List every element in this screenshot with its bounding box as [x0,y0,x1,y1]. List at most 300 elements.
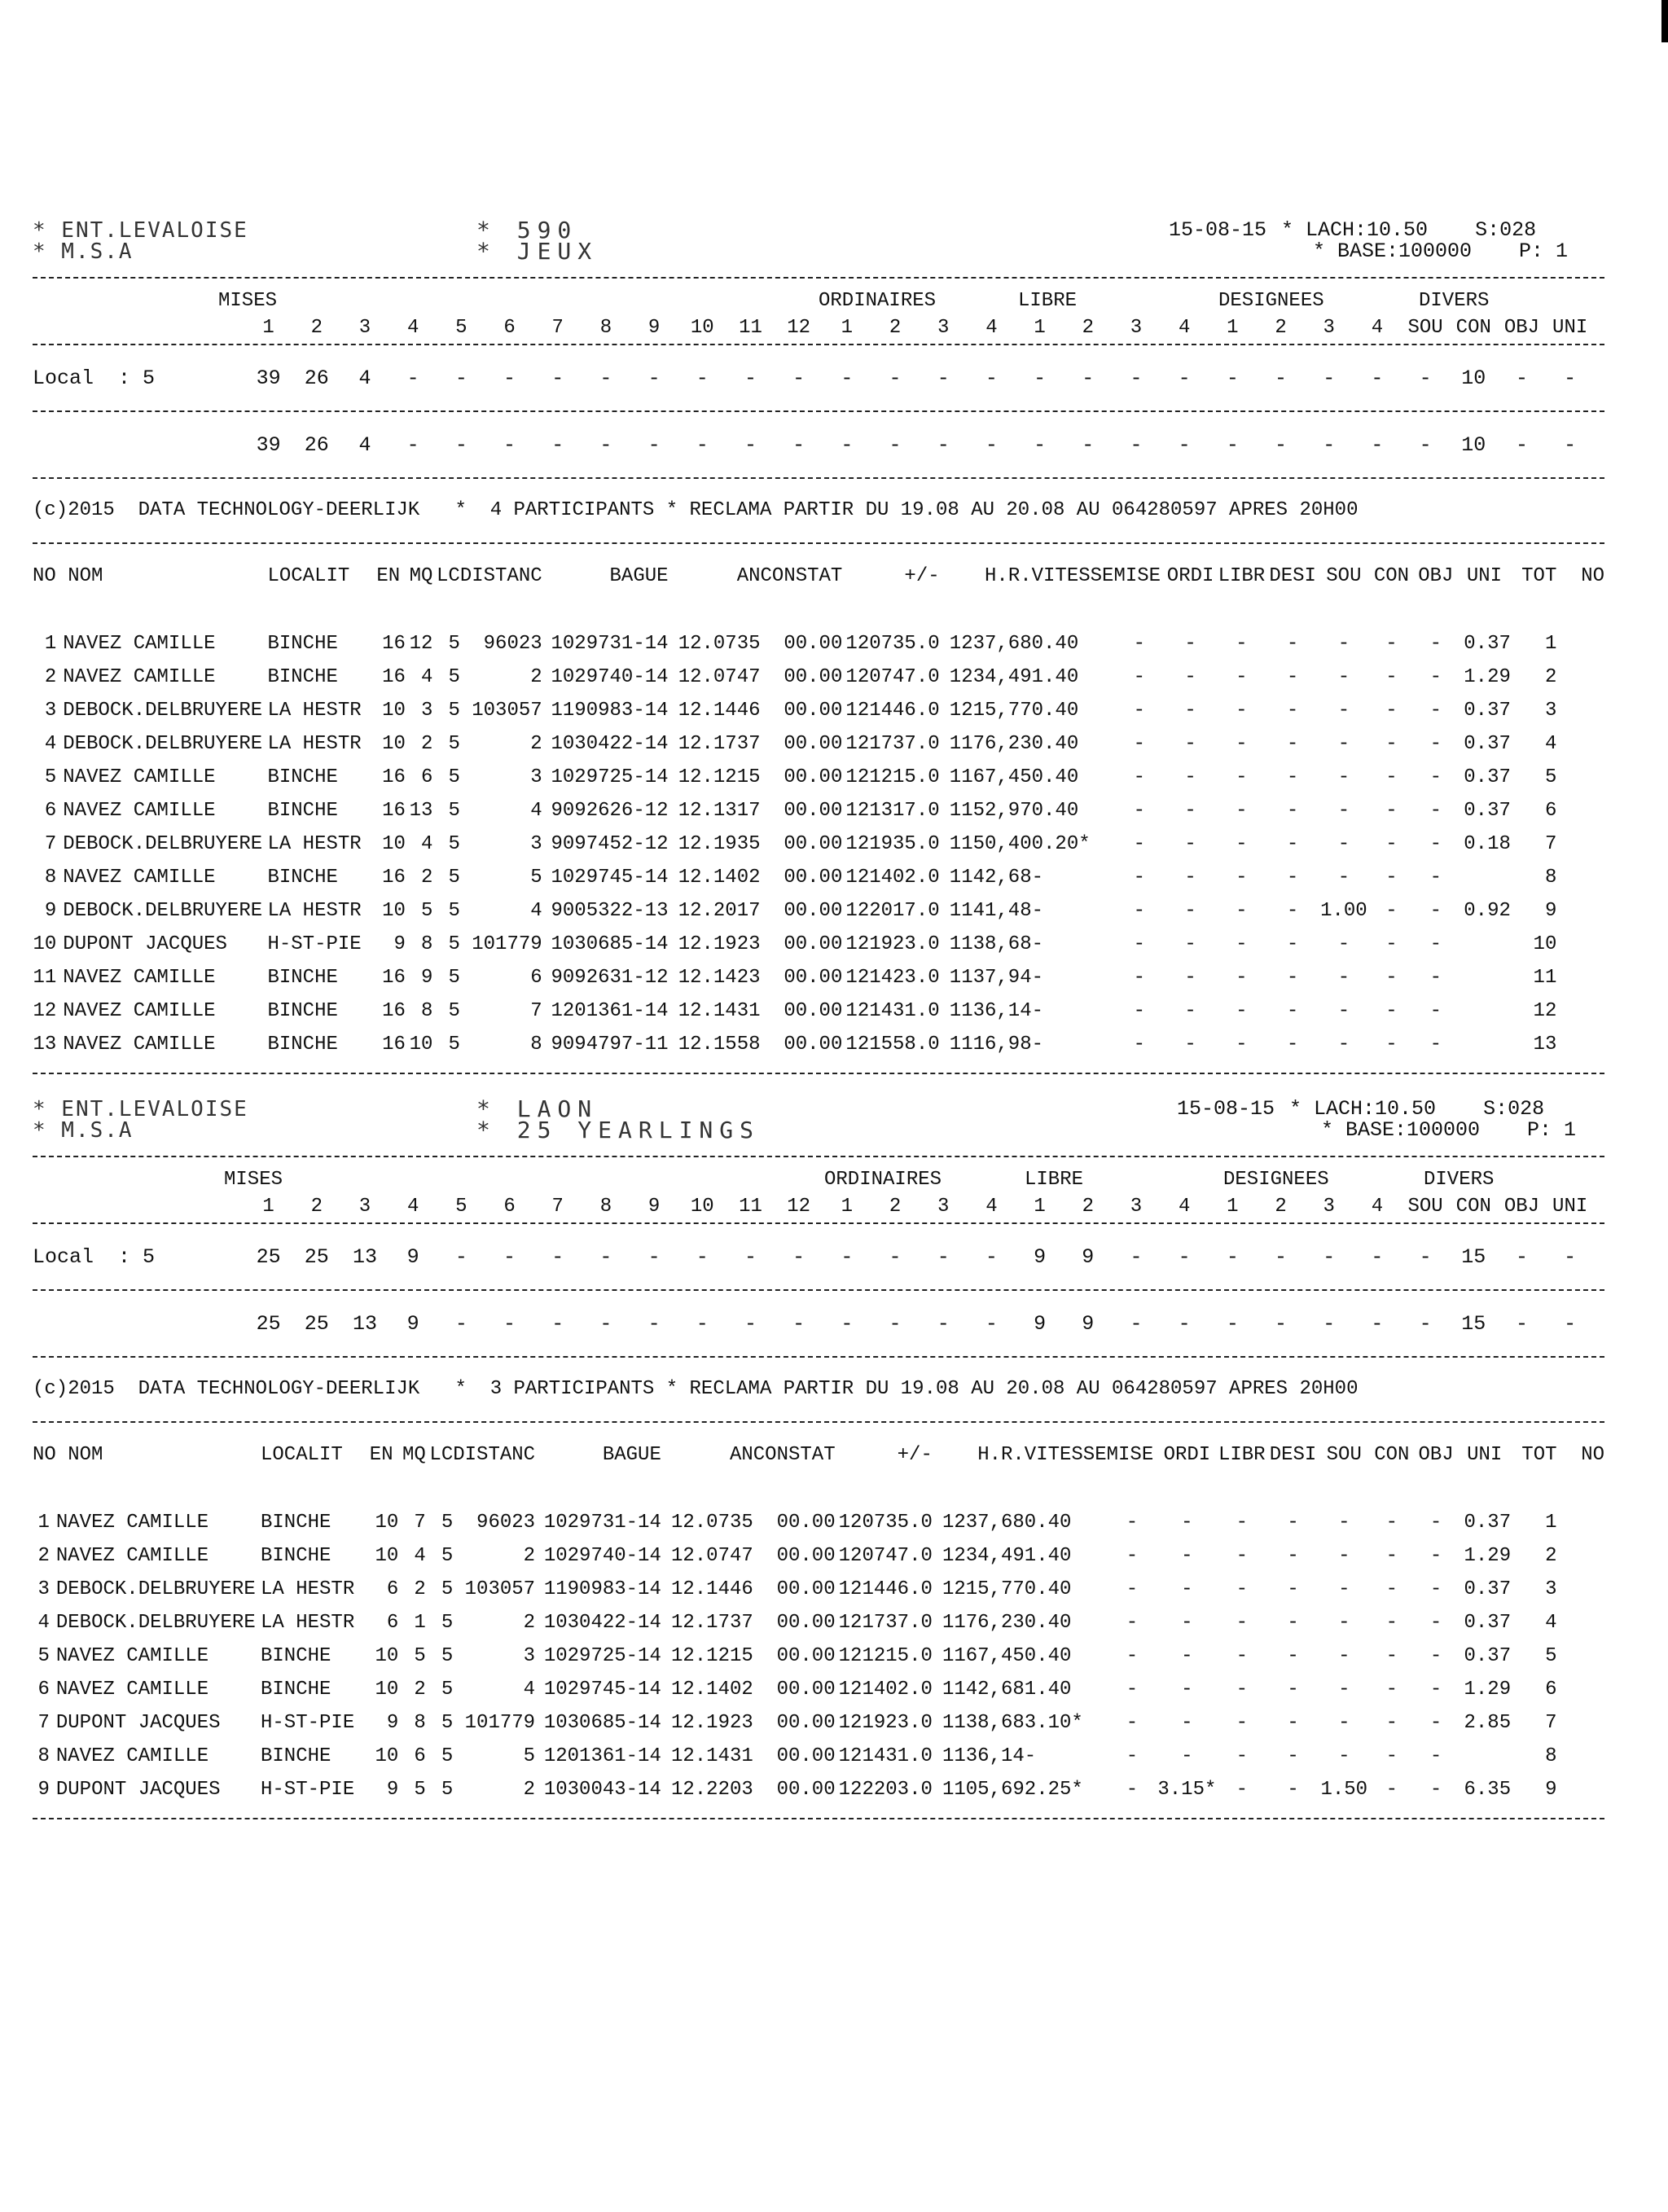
result-cell: 1029740-14 [543,1545,661,1567]
result-cell: 9 [37,1779,50,1801]
result-cell: - [1184,733,1196,755]
result-cell: - [1126,1712,1139,1734]
result-cell: - [1181,1679,1193,1701]
group-libre: LIBRE [1025,1169,1084,1191]
result-cell: 0.40 [1031,766,1079,788]
result-cell: 3 [523,1645,536,1667]
result-cell: 6 [414,1745,426,1767]
result-cell: 6 [44,800,57,822]
result-cell: 10 [409,1034,433,1056]
result-cell: 13 [33,1034,57,1056]
result-cell: 1237,68 [942,1512,1025,1534]
column-number: 2 [1275,316,1287,339]
result-cell: - [1287,1712,1299,1734]
result-cell: - [1236,1578,1248,1600]
result-cell: - [1286,833,1299,855]
result-cell: 5 [448,666,460,688]
column-header: CON [1374,1443,1410,1466]
result-row [33,1028,1604,1061]
result-cell: 5 [414,1645,426,1667]
result-cell: 12.1431 [670,1745,753,1767]
result-cell: 00.00 [784,833,843,855]
divider [33,1073,1604,1074]
local-count: 4 [358,366,371,390]
result-cell: - [1287,1612,1299,1634]
local-count: 13 [352,1244,377,1269]
result-cell: 2 [1544,666,1557,688]
group-designees: DESIGNEES [1218,290,1324,312]
result-cell: 121431.0 [845,1000,940,1022]
result-cell: 121215.0 [845,766,940,788]
result-cell: 5 [448,967,460,989]
local-count: 26 [304,366,329,390]
result-cell: - [1126,1612,1139,1634]
result-cell: LA HESTR [261,1578,355,1600]
total-count: - [1323,1311,1336,1336]
result-cell: 4 [420,666,433,688]
result-cell [1458,1028,1511,1061]
result-cell: 1176,23 [949,733,1032,755]
result-cell: BINCHE [261,1645,331,1667]
result-cell: - [1133,1000,1146,1022]
club-name [33,220,248,262]
result-cell: 1215,77 [949,700,1032,722]
result-cell: - [1338,1545,1350,1567]
total-count: - [551,1311,564,1336]
column-header: MQ [402,1443,426,1466]
result-cell: BINCHE [267,666,338,688]
result-cell: 8 [37,1745,50,1767]
result-cell: - [1181,1512,1193,1534]
result-cell: 1201361-14 [551,1000,669,1022]
column-number: 3 [358,316,371,339]
result-cell: BINCHE [261,1679,331,1701]
s-code: S:028 [1475,218,1537,242]
column-number: 4 [985,1195,998,1218]
local-count: - [599,1244,612,1269]
result-cell: 2 [523,1779,536,1801]
section-header [33,217,1604,277]
result-row [33,694,1604,727]
result-cell: - [1286,666,1299,688]
local-count: - [1323,1244,1336,1269]
result-cell: 6 [386,1578,399,1600]
column-header: SOU [1326,1443,1362,1466]
result-cell: - [1024,1745,1037,1767]
result-cell: 5 [448,1034,460,1056]
local-count: - [1275,366,1288,390]
result-cell: 1.29 [1464,666,1511,688]
result-cell: 1167,45 [949,766,1032,788]
result-cell: 00.00 [776,1645,836,1667]
result-cell: 1142,68 [949,867,1032,889]
result-cell: - [1184,1000,1196,1022]
local-count: - [454,366,467,390]
result-cell: 1029725-14 [543,1645,661,1667]
race-line-2: * JEUX [476,238,599,265]
column-header: LC [437,564,460,587]
result-cell: 1 [1545,1512,1557,1534]
result-cell: - [1286,733,1299,755]
column-header: MISE [1106,1443,1154,1466]
result-cell: - [1337,933,1350,955]
result-cell: - [1236,733,1248,755]
result-cell: 00.00 [784,800,843,822]
club-line-1: * ENT.LEVALOISE [33,218,248,243]
total-count: - [1275,432,1288,457]
local-count: - [1371,1244,1384,1269]
result-cell: 1029745-14 [543,1679,661,1701]
result-cell: 1138,68 [942,1712,1025,1734]
total-count: - [599,1311,612,1336]
column-number: UNI [1552,1195,1588,1218]
result-cell: 9 [44,900,57,922]
local-count: - [1419,1244,1432,1269]
result-cell: - [1287,1645,1299,1667]
result-cell: 2 [414,1578,426,1600]
result-cell: 2 [530,666,542,688]
result-cell: 9092631-12 [551,967,669,989]
result-cell: 12.1935 [678,833,761,855]
result-cell: 5 [441,1779,454,1801]
result-cell: DEBOCK.DELBRUYERE [63,700,263,722]
result-cell: - [1236,1745,1248,1767]
result-cell: 11 [33,967,57,989]
result-cell: 103057 [464,1578,536,1600]
column-header: LOCALIT [261,1443,343,1466]
result-cell: LA HESTR [267,833,362,855]
result-row [33,827,1604,861]
result-cell: - [1286,633,1299,655]
result-cell: 5 [448,1000,460,1022]
column-number: OBJ [1503,316,1540,339]
result-cell: - [1385,967,1398,989]
column-number: SOU [1407,316,1443,339]
column-number: 4 [985,316,998,339]
result-cell: 121935.0 [845,833,940,855]
total-count: - [406,432,419,457]
column-header: LIBR [1218,1443,1266,1466]
result-cell: 1029740-14 [551,666,669,688]
group-mises: MISES [224,1169,283,1191]
result-row [33,1639,1604,1673]
copyright-line: (c)2015 DATA TECHNOLOGY-DEERLIJK * 3 PARTICIPANTS * RECLAMA PARTIR DU 19.08 AU 20.08 AU 064280597 APRES 20H00 [33,1378,1359,1400]
column-header: VITESSE [1024,1443,1107,1466]
total-count: - [647,1311,661,1336]
column-number: 2 [889,1195,902,1218]
result-cell: - [1429,833,1442,855]
result-cell: NAVEZ CAMILLE [63,1000,216,1022]
column-header: DISTANC [453,1443,536,1466]
result-cell: 5 [441,1745,454,1767]
result-cell: 12.1317 [678,800,761,822]
result-cell: 121737.0 [838,1612,933,1634]
group-ordinaires: ORDINAIRES [824,1169,942,1191]
result-cell: - [1031,1034,1044,1056]
result-cell: 8 [1545,1745,1557,1767]
result-cell: - [1133,666,1146,688]
club-line-2: * M.S.A [33,239,134,264]
result-cell: - [1181,1712,1193,1734]
column-number: UNI [1552,316,1588,339]
local-count: - [551,1244,564,1269]
result-cell: 5 [441,1712,454,1734]
result-cell: - [1126,1545,1139,1567]
race-line-2: * 25 YEARLINGS [476,1117,761,1143]
result-cell: - [1385,700,1398,722]
column-header: AN [736,564,761,587]
race-results-document [33,217,1604,1819]
result-cell: 1030685-14 [543,1712,661,1734]
result-cell: - [1184,833,1196,855]
result-cell: BINCHE [267,1034,338,1056]
result-cell: 0.37 [1464,1578,1512,1600]
result-cell: 12 [33,1000,57,1022]
result-cell: - [1429,1000,1442,1022]
result-cell: 10 [382,833,406,855]
results-table [33,544,1604,1061]
total-row [33,412,1604,477]
total-count: - [1178,432,1191,457]
result-row [33,1706,1604,1740]
result-cell: 1190983-14 [551,700,669,722]
result-cell: 2 [414,1679,426,1701]
result-cell: - [1126,1512,1139,1534]
result-cell: 5 [441,1679,454,1701]
result-cell: - [1338,1745,1350,1767]
result-cell: - [1385,1034,1398,1056]
base-value: * BASE:100000 [1313,239,1473,263]
result-cell: NAVEZ CAMILLE [63,967,216,989]
result-cell: 3 [1545,1578,1557,1600]
local-count: - [889,1244,902,1269]
local-count: - [1564,1244,1577,1269]
result-cell: 1150,40 [949,833,1032,855]
result-cell: 12.0735 [678,633,761,655]
result-cell: - [1236,1545,1248,1567]
result-cell: 5 [414,1779,426,1801]
result-row [33,1486,1604,1539]
local-count: - [1034,366,1047,390]
local-count: - [647,1244,661,1269]
column-number: 3 [1130,316,1143,339]
column-number: 1 [1034,1195,1046,1218]
divider [33,1818,1604,1819]
result-cell: 10 [1533,933,1557,955]
result-cell: 121402.0 [845,867,940,889]
result-cell: 00.00 [784,1034,843,1056]
result-cell: BINCHE [267,766,338,788]
result-cell: - [1126,1779,1139,1801]
result-cell: 9 [420,967,433,989]
result-cell: - [1236,800,1248,822]
result-cell: 16 [382,800,406,822]
local-count: - [454,1244,467,1269]
column-header: LC [429,1443,454,1466]
result-cell: - [1286,1000,1299,1022]
result-cell: 2 [530,733,542,755]
result-cell: 4 [530,900,542,922]
result-cell: 3 [44,700,57,722]
column-header: CONSTAT [760,564,843,587]
result-cell: - [1385,900,1398,922]
local-count: - [1515,366,1528,390]
result-cell: 7 [1544,833,1557,855]
result-cell: 10 [382,900,406,922]
local-count: - [985,1244,998,1269]
result-cell: 00.00 [784,733,843,755]
result-cell: 00.00 [784,967,843,989]
column-header: +/- [897,1443,933,1466]
group-divers: DIVERS [1419,290,1490,312]
result-cell: - [1429,1512,1442,1534]
result-cell: - [1337,1034,1350,1056]
total-count: - [1226,432,1239,457]
column-header: AN [729,1443,753,1466]
column-header: OBJ [1418,1443,1454,1466]
result-cell: - [1385,1545,1398,1567]
result-cell: 120747.0 [838,1545,933,1567]
total-count: 26 [304,432,329,457]
column-number: 4 [1371,316,1384,339]
result-cell: - [1287,1779,1299,1801]
result-cell: 1136,14 [949,1000,1032,1022]
column-number: 9 [647,316,661,339]
column-header: NO NOM [33,1443,103,1466]
result-cell: 1029731-14 [543,1512,661,1534]
result-cell: 1.50 [1320,1779,1368,1801]
result-cell: 00.00 [784,1000,843,1022]
result-cell: 16 [382,666,406,688]
result-cell: - [1429,967,1442,989]
total-count: 15 [1461,1311,1486,1336]
result-cell: 0.92 [1464,900,1511,922]
result-cell: DEBOCK.DELBRUYERE [63,733,263,755]
local-count: - [647,366,661,390]
result-cell: - [1286,800,1299,822]
local-count: - [1130,1244,1143,1269]
result-cell: 2 [523,1612,536,1634]
column-number: 3 [937,1195,950,1218]
local-count: 15 [1461,1244,1486,1269]
result-cell: 1029731-14 [551,633,669,655]
result-cell: 12.0747 [670,1545,753,1567]
column-number: 1 [262,316,274,339]
result-cell: 1029745-14 [551,867,669,889]
result-cell: - [1385,1578,1398,1600]
result-cell: 3 [420,700,433,722]
result-cell: 5 [448,833,460,855]
result-cell [1458,861,1511,894]
result-cell: NAVEZ CAMILLE [63,666,216,688]
total-count: - [937,432,950,457]
result-cell: 9 [1545,1779,1557,1801]
local-label: Local : 5 [33,1244,156,1269]
result-cell: 13 [409,800,433,822]
result-cell: 121402.0 [838,1679,933,1701]
result-cell: 2 [37,1545,50,1567]
result-cell: 12.2203 [670,1779,753,1801]
result-cell: - [1337,967,1350,989]
total-count: 4 [358,432,371,457]
total-count: 39 [256,432,281,457]
club-line-2: * M.S.A [33,1118,134,1143]
result-cell: 12.1446 [678,700,761,722]
result-cell: 0.40 [1024,1612,1072,1634]
result-cell: BINCHE [267,1000,338,1022]
result-cell: NAVEZ CAMILLE [63,633,216,655]
total-count: - [1226,1311,1239,1336]
result-cell: DEBOCK.DELBRUYERE [63,833,263,855]
local-count: - [744,366,757,390]
total-count: 9 [1082,1311,1095,1336]
result-cell: 1142,68 [942,1679,1025,1701]
result-cell: 5 [441,1578,454,1600]
result-cell: - [1236,900,1248,922]
local-count: - [889,366,902,390]
result-cell: 1.40 [1031,666,1079,688]
column-number: CON [1455,316,1491,339]
result-row [33,994,1604,1028]
result-cell: 8 [420,933,433,955]
result-cell: 1 [37,1512,50,1534]
race-line-1: * LAON [476,1095,599,1122]
results-header [33,544,1604,608]
race-line-1: * 590 [476,217,578,244]
result-cell: - [1133,967,1146,989]
result-cell: 2 [523,1545,536,1567]
local-count: - [599,366,612,390]
local-count: - [1226,366,1239,390]
result-cell: DUPONT JACQUES [63,933,227,955]
result-cell: 8 [44,867,57,889]
column-number: 10 [690,316,714,339]
local-count: - [696,366,709,390]
page-number: P: 1 [1527,1118,1577,1142]
result-cell: 1.00 [1320,900,1367,922]
race-date: 15-08-15 [1169,218,1267,242]
results-header [33,1423,1604,1486]
result-cell: - [1429,1612,1442,1634]
result-cell: 00.00 [776,1712,836,1734]
result-cell: - [1236,1512,1248,1534]
total-count: - [551,432,564,457]
result-cell: DEBOCK.DELBRUYERE [55,1612,256,1634]
result-cell: 16 [382,967,406,989]
result-cell: 4 [1545,1612,1557,1634]
column-number: 4 [406,316,419,339]
local-count: - [406,366,419,390]
result-cell: 121423.0 [845,967,940,989]
result-cell: BINCHE [261,1745,331,1767]
section-header [33,1095,1604,1156]
race-section-2 [33,1095,1604,1819]
result-cell: - [1429,700,1442,722]
column-number: 11 [739,316,762,339]
column-number: 2 [889,316,902,339]
result-cell: 6.35 [1464,1779,1512,1801]
total-row [33,1291,1604,1356]
result-cell: 9094797-11 [551,1034,669,1056]
column-header: BAGUE [609,564,669,587]
result-cell: 4 [414,1545,426,1567]
result-cell: - [1385,766,1398,788]
result-cell: 1152,97 [949,800,1032,822]
local-count: - [1275,1244,1288,1269]
column-header: UNI [1467,1443,1503,1466]
result-cell: - [1429,766,1442,788]
result-cell: - [1184,967,1196,989]
